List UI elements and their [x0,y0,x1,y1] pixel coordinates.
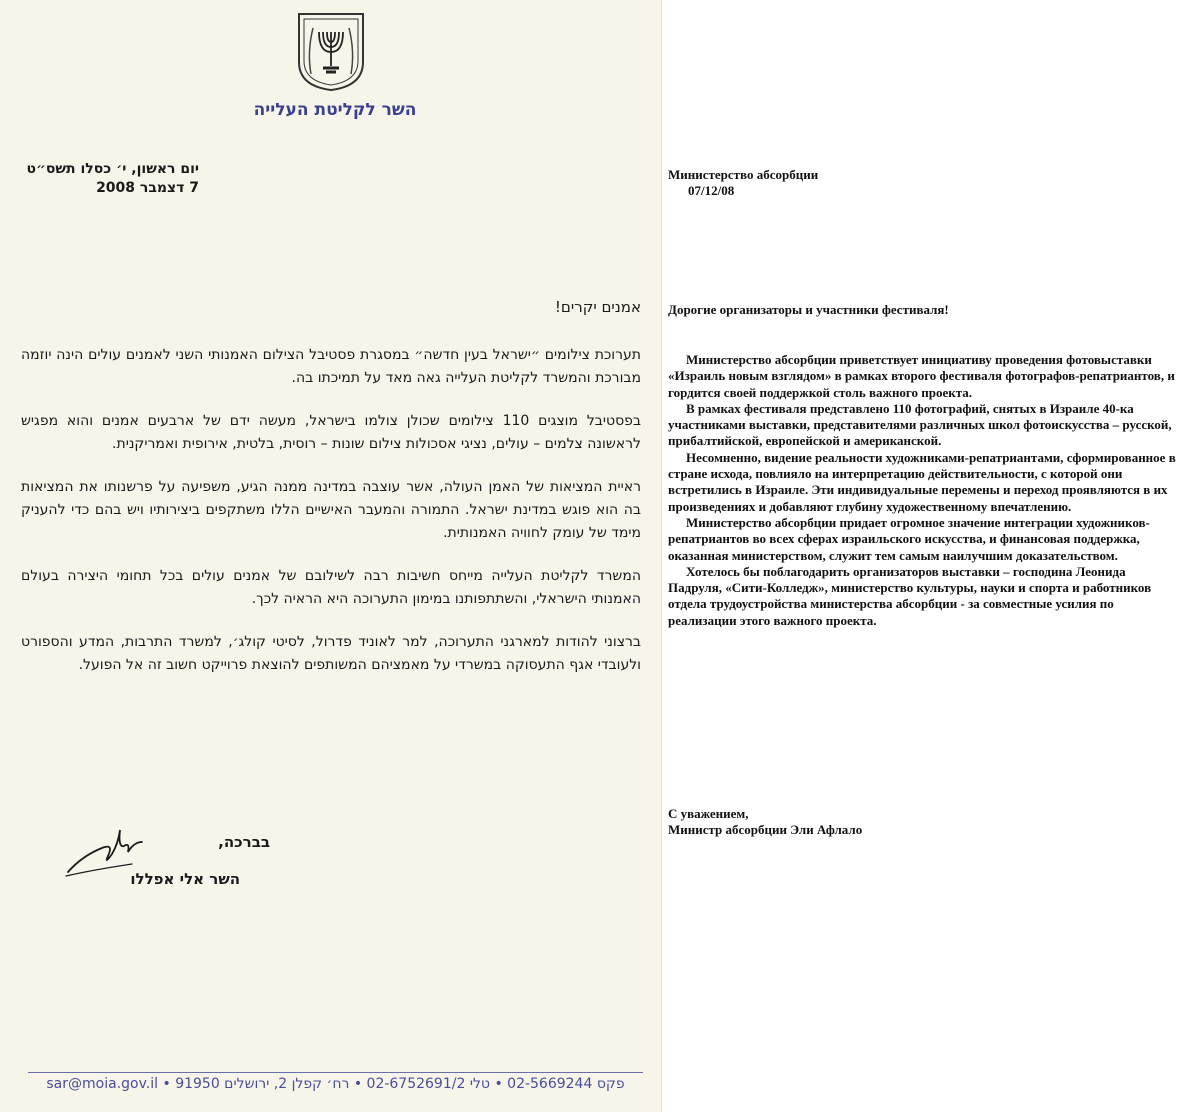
russian-header [668,167,968,200]
russian-closing-block [668,806,988,839]
hebrew-signer-name: השר אלי אפללו [130,870,240,888]
hebrew-paragraph: תערוכת צילומים ״ישראל בעין חדשה״ במסגרת פסטיבל הצילום האמנותי השני לאמנים עולים הינה יוזמה מבורכת והמשרד לקליטת העלייה גאה מאד על תמיכתו בה. [21,347,641,386]
russian-ministry-name: Министерство абсорбции [668,167,819,182]
gregorian-date: 7 דצמבר 2008 [96,180,199,196]
state-emblem-icon [297,12,365,92]
russian-closing: С уважением, [668,806,749,821]
russian-greeting: Дорогие организаторы и участники фестиваля! [668,302,949,317]
hebrew-calendar-date: יום ראשון, י׳ כסלו תשס״ט [26,161,199,177]
russian-date: 07/12/08 [688,183,735,199]
hebrew-paragraph: המשרד לקליטת העלייה מייחס חשיבות רבה לשילובם של אמנים עולים בכל תחומי היצירה בעולם האמנותי הישראלי, והשתתפותנו במימון התערוכה היא הראיה לכך. [21,568,641,607]
ministry-letterhead: השר לקליטת העלייה [253,100,417,120]
russian-paragraph: Хотелось бы поблагодарить организаторов выставки – господина Леонида Падруля, «Сити-Колледж», министерство культуры, науки и спорта и работников отдела трудоустройства министерства абсорбции - за совместные усилия по реализации этого важного проекта. [668,563,1152,628]
footer-divider [28,1072,643,1073]
russian-letter-body [668,352,1178,629]
russian-signer-name: Министр абсорбции Эли Афлало [668,822,863,838]
hebrew-paragraph: בפסטיבל מוצגים 110 צילומים שכולן צולמו בישראל, מעשה ידם של ארבעים אמנים והוא מפגיש לראשונה צלמים – עולים, נציגי אסכולות צילום שונות – רוסית, בלטית, אירופית ואמריקנית. [21,413,642,452]
russian-paragraph: Министерство абсорбции приветствует инициативу проведения фотовыставки «Израиль новым взглядом» в рамках второго фестиваля фотографов-репатриантов, и гордится своей поддержкой столь важного проекта. [668,352,1175,400]
hebrew-date-block [0,160,199,198]
russian-paragraph: Министерство абсорбции придает огромное значение интеграции художников-репатриантов во всех сферах израильского искусства, и финансовая поддержка, оказанная министерством, служит тем самым наилучшим доказательством. [668,514,1150,563]
russian-paragraph: Несомненно, видение реальности художниками-репатриантами, сформированное в стране исхода, повлияло на интерпретацию действительности, с которой они встретились в Израиле. Эти индивидуальные перемены и переход проявляются в их произведениях и добавляют глубину художественному впечатлению. [668,449,1176,514]
hebrew-paragraph: ראיית המציאות של האמן העולה, אשר עוצבה במדינה ממנה הגיע, משפיעה על פרשנותו את המציאות בה הוא פוגש במדינת ישראל. התמורה והמעבר האישיים הללו משתקפים ביצירותיו ויש בהם כדי להעניק מימד של עומק לחוויה האמנותית. [21,479,641,541]
hebrew-paragraph: ברצוני להודות למארגני התערוכה, למר לאוניד פדרול, לסיטי קולג׳, למשרד התרבות, המדע והספורט ולעובדי אגף התעסוקה במשרדי על מאמציהם המשותפים להוצאת פרוייקט חשוב זה אל הפועל. [21,634,641,673]
letter-footer-contacts: sar@moia.gov.il • פקס 02-5669244 • טלי 02-6752691/2 • רח׳ קפלן 2, ירושלים 91950 [46,1076,625,1092]
hebrew-greeting: אמנים יקרים! [554,298,641,316]
russian-paragraph: В рамках фестиваля представлено 110 фотографий, снятых в Израиле 40-ка участниками выставки, представителями различных школ фотоискусства – русской, прибалтийской, европейской и американской. [668,400,1172,449]
hebrew-letter-body [21,344,641,697]
hebrew-closing: בברכה, [218,833,270,851]
